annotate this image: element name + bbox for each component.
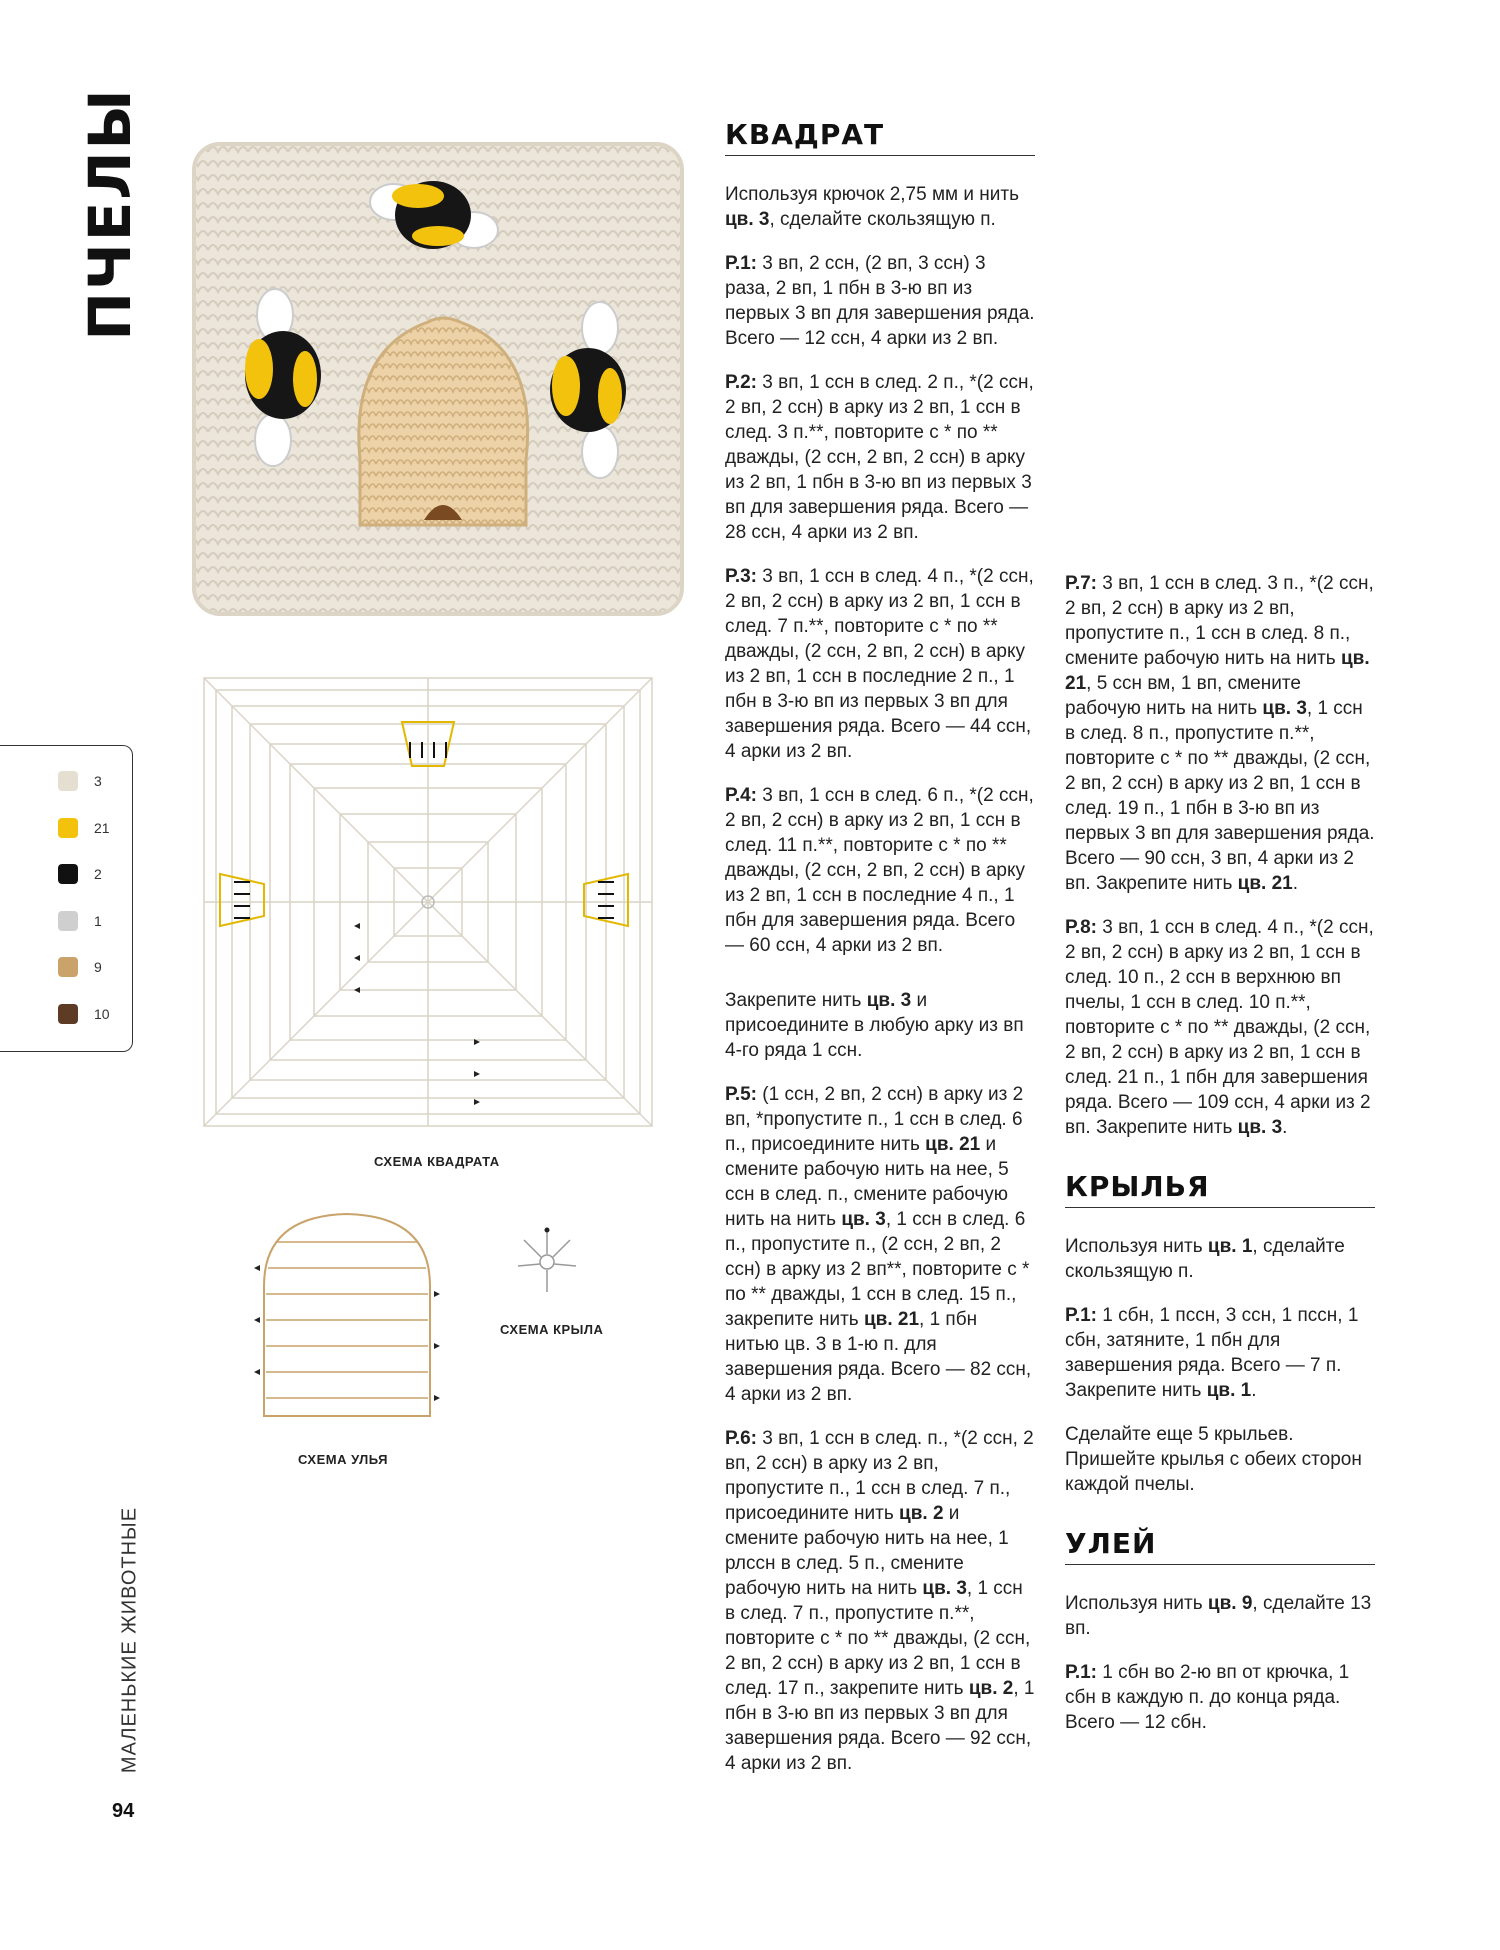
legend-swatch bbox=[58, 864, 78, 884]
page-title: ПЧЕЛЫ bbox=[76, 87, 144, 341]
square-fasten-note: Закрепите нить цв. 3 и присоедините в любую арку из вп 4-го ряда 1 ссн. bbox=[725, 990, 1024, 1061]
bee-stripe bbox=[552, 356, 580, 416]
section-heading-square: КВАДРАТ bbox=[725, 122, 1035, 156]
square-row-1: Р.1: 3 вп, 2 ссн, (2 вп, 3 ссн) 3 раза, 2 вп, 1 пбн в 3-ю вп из первых 3 вп для завершения ряда. Всего — 12 ссн, 4 арки из 2 вп. bbox=[725, 253, 1035, 349]
hive-row-1: Р.1: 1 сбн во 2-ю вп от крючка, 1 сбн в каждую п. до конца ряда. Всего — 12 сбн. bbox=[1065, 1662, 1350, 1733]
square-row-3: Р.3: 3 вп, 1 ссн в след. 4 п., *(2 ссн, 2 вп, 2 ссн) в арку из 2 вп, 1 ссн в след. 7 п.**, повторите с * по ** дважды, (2 ссн, 2 вп, 2 ссн) в арку из 2 вп, 1 ссн в последние 2 п., 1 пбн в 3-ю вп из первых 3 вп для завершения ряда. Всего — 44 ссн, 4 арки из 2 вп. bbox=[725, 566, 1034, 762]
wings-note: Сделайте еще 5 крыльев. Пришейте крылья с обеих сторон каждой пчелы. bbox=[1065, 1424, 1362, 1495]
hive-chart-outline bbox=[264, 1214, 430, 1416]
wing bbox=[582, 426, 618, 478]
legend-item bbox=[58, 770, 102, 792]
page-number: 94 bbox=[112, 1800, 135, 1822]
legend-item bbox=[58, 817, 110, 839]
bee-stripe bbox=[412, 226, 464, 246]
wing-chart-stitches bbox=[518, 1230, 576, 1292]
wings-intro: Используя нить цв. 1, сделайте скользящую п. bbox=[1065, 1236, 1345, 1282]
legend-number: 2 bbox=[94, 866, 102, 882]
square-row-5: Р.5: (1 ссн, 2 вп, 2 ссн) в арку из 2 вп, *пропустите п., 1 ссн в след. 6 п., присоедините нить цв. 21 и смените рабочую нить на нее, 5 ссн в след. п., смените рабочую нить на нить цв. 3, 1 ссн в след. 6 п., пропустите п., (2 ссн, 2 вп, 2 ссн) в арку из 2 вп**, повторите с * по ** дважды, 1 ссн в след. 15 п., закрепите нить цв. 21, 1 пбн нитью цв. 3 в 1-ю п. для завершения ряда. Всего — 82 ссн, 4 арки из 2 вп. bbox=[725, 1084, 1032, 1405]
legend-item bbox=[58, 863, 102, 885]
wing bbox=[582, 302, 618, 354]
square-row-7: Р.7: 3 вп, 1 ссн в след. 3 п., *(2 ссн, 2 вп, 2 ссн) в арку из 2 вп, пропустите п., 1 ссн в след. 8 п., смените рабочую нить на нить цв. 21, 5 ссн вм, 1 вп, смените рабочую нить на нить цв. 3, 1 ссн в след. 8 п., пропустите п.**, повторите с * по ** дважды, (2 ссн, 2 вп, 2 ссн) в арку из 2 вп, 1 ссн в след. 19 п., 1 пбн в 3-ю вп из первых 3 вп для завершения ряда. Всего — 90 ссн, 3 вп, 4 арки из 2 вп. Закрепите нить цв. 21. bbox=[1065, 573, 1375, 894]
wing-chart bbox=[512, 1226, 582, 1296]
bee-square-photo bbox=[188, 140, 688, 620]
hive-chart-caption: СХЕМА УЛЬЯ bbox=[298, 1452, 388, 1467]
legend-item bbox=[58, 910, 102, 932]
square-chart bbox=[198, 672, 658, 1132]
square-row-2: Р.2: 3 вп, 1 ссн в след. 2 п., *(2 ссн, 2 вп, 2 ссн) в арку из 2 вп, 1 ссн в след. 3 п.**, повторите с * по ** дважды, (2 ссн, 2 вп, 2 ссн) в арку из 2 вп, 1 пбн в 3-ю вп из первых 3 вп для завершения ряда. Всего — 28 ссн, 4 арки из 2 вп. bbox=[725, 372, 1034, 543]
hive-chart-markers bbox=[254, 1265, 440, 1401]
wing bbox=[255, 414, 291, 466]
legend-swatch bbox=[58, 911, 78, 931]
bee-stripe bbox=[392, 184, 444, 208]
legend-swatch bbox=[58, 957, 78, 977]
section-label: МАЛЕНЬКИЕ ЖИВОТНЫЕ bbox=[118, 1506, 141, 1774]
bee-stripe bbox=[293, 351, 317, 407]
bee-stripe bbox=[598, 368, 622, 424]
legend-number: 9 bbox=[94, 959, 102, 975]
chart-row-markers bbox=[354, 923, 480, 1105]
section-heading-wings: КРЫЛЬЯ bbox=[1065, 1174, 1375, 1208]
hive-intro: Используя нить цв. 9, сделайте 13 вп. bbox=[1065, 1593, 1372, 1639]
legend-swatch bbox=[58, 771, 78, 791]
legend-item bbox=[58, 1003, 110, 1025]
chart-bee-left bbox=[220, 874, 264, 926]
legend-number: 3 bbox=[94, 773, 102, 789]
legend-item bbox=[58, 956, 102, 978]
legend-number: 21 bbox=[94, 820, 110, 836]
legend-number: 10 bbox=[94, 1006, 110, 1022]
bee-stripe bbox=[245, 339, 273, 399]
legend-number: 1 bbox=[94, 913, 102, 929]
section-heading-hive: УЛЕЙ bbox=[1065, 1531, 1375, 1565]
square-row-6: Р.6: 3 вп, 1 ссн в след. п., *(2 ссн, 2 вп, 2 ссн) в арку из 2 вп, пропустите п., 1 ссн в след. 7 п., присоедините нить цв. 2 и смените рабочую нить на нее, 1 рлссн в след. 5 п., смените рабочую нить на нить цв. 3, 1 ссн в след. 7 п., пропустите п.**, повторите с * по ** дважды, (2 ссн, 2 вп, 2 ссн) в арку из 2 вп, 1 ссн в след. 17 п., закрепите нить цв. 2, 1 пбн в 3-ю вп из первых 3 вп для завершения ряда. Всего — 92 ссн, 4 арки из 2 вп. bbox=[725, 1428, 1035, 1774]
text-column-2 bbox=[1065, 126, 1375, 1754]
wing-chart-center bbox=[540, 1255, 554, 1269]
legend-swatch bbox=[58, 818, 78, 838]
wing-chart-caption: СХЕМА КРЫЛА bbox=[500, 1322, 604, 1337]
wings-row-1: Р.1: 1 сбн, 1 пссн, 3 ссн, 1 пссн, 1 сбн, затяните, 1 пбн для завершения ряда. Всего — 7 п. Закрепите нить цв. 1. bbox=[1065, 1305, 1359, 1401]
legend-swatch bbox=[58, 1004, 78, 1024]
yarn-color-legend bbox=[0, 745, 133, 1052]
square-chart-caption: СХЕМА КВАДРАТА bbox=[374, 1154, 500, 1169]
hive-chart bbox=[252, 1206, 442, 1426]
square-row-8: Р.8: 3 вп, 1 ссн в след. 4 п., *(2 ссн, 2 вп, 2 ссн) в арку из 2 вп, 1 ссн в след. 10 п., 2 ссн в верхнюю вп пчелы, 1 ссн в след. 10 п.**, повторите с * по ** дважды, (2 ссн, 2 вп, 2 ссн) в арку из 2 вп, 1 ссн в след. 21 п., 1 пбн для завершения ряда. Всего — 109 ссн, 4 арки из 2 вп. Закрепите нить цв. 3. bbox=[1065, 917, 1374, 1138]
wing-chart-start bbox=[545, 1228, 550, 1233]
text-column-1 bbox=[725, 118, 1035, 1776]
square-intro: Используя крючок 2,75 мм и нить цв. 3, сделайте скользящую п. bbox=[725, 184, 1019, 230]
square-row-4: Р.4: 3 вп, 1 ссн в след. 6 п., *(2 ссн, 2 вп, 2 ссн) в арку из 2 вп, 1 ссн в след. 11 п.**, повторите с * по ** дважды, (2 ссн, 2 вп, 2 ссн) в арку из 2 вп, 1 ссн в последние 4 п., 1 пбн для завершения ряда. Всего — 60 ссн, 4 арки из 2 вп. bbox=[725, 785, 1034, 956]
hive-chart-rows bbox=[266, 1242, 428, 1398]
